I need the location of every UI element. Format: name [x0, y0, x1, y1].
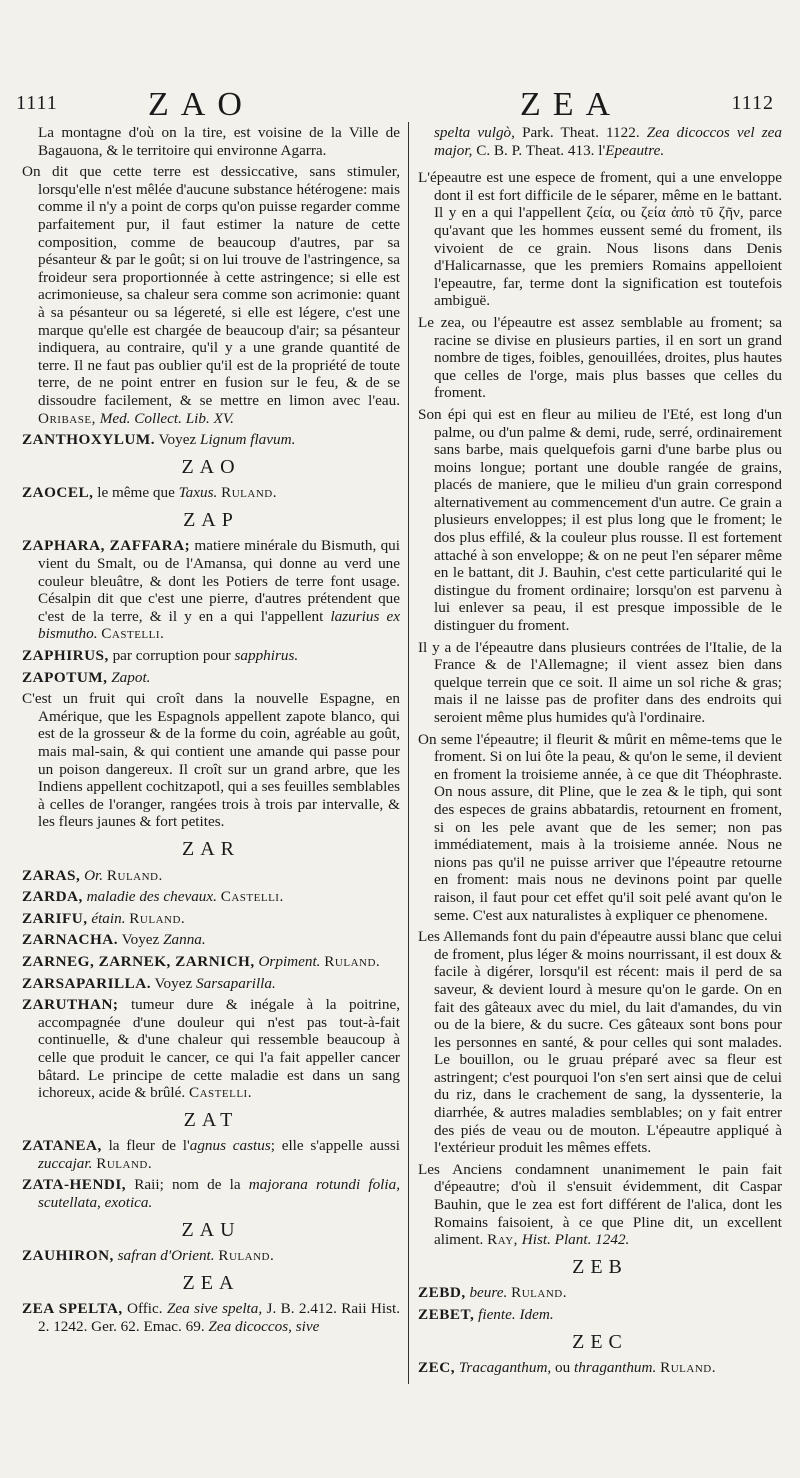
section-heading-zar: ZAR — [182, 837, 240, 860]
section-heading-zao: ZAO — [181, 455, 241, 478]
page-header — [0, 86, 800, 126]
entry-zebet: ZEBET, fiente. Idem. — [418, 1306, 554, 1323]
running-head-left: ZAO — [148, 86, 254, 123]
entry-zanthoxylum: ZANTHOXYLUM. Voyez Lignum flavum. — [22, 431, 296, 449]
paragraph: Il y a de l'épeautre dans plusieurs contrées de l'Italie, de la France & de l'Allemagne; il vient assez bien dans quelque terrein que ce soit. Il aime un sol riche & gras; mais il ne laisse pas de profiter dans des endroits qui seroient même plus humides qu'à l'ordinaire. — [418, 638, 782, 726]
paragraph: On dit que cette terre est dessiccative, sans stimuler, lorsqu'elle n'est mêlée d'aucune substance hétérogene: mais comme il n'y a point de corps qu'on puisse regarder comme parfaitement pur, il faut estimer la nature de cette composition, comme de beaucoup d'autres, par sa pésanteur & par le goût; si on lui trouve de l'astringence, sa froideur sera proportionnée à cette astringence; si elle est acrimonieuse, sa chaleur sera comme son acrimonie: quant à sa pésanteur ou sa légereté, si elle est légere, c'est une marque qu'elle est chargée de beaucoup d'air; sa pésanteur indiquera, au contraire, qu'il y a une grande quantité de terre. Il ne faut pas oublier qu'il est de la propriété de toute terre, de ne point entrer en fusion sur le feu, & de se dissoudre facilement, & se mettre en limon avec l'eau. Oribase, Med. Collect. Lib. XV. — [22, 163, 400, 427]
column-divider — [408, 122, 409, 1384]
page-number-left: 1111 — [16, 92, 58, 114]
section-heading-zau: ZAU — [181, 1218, 241, 1241]
section-heading-zat: ZAT — [183, 1108, 239, 1131]
section-heading-zec: ZEC — [572, 1330, 628, 1353]
section-heading-zap: ZAP — [183, 508, 239, 531]
right-column — [418, 124, 782, 1381]
page-number-right: 1112 — [731, 92, 774, 114]
entry-zarneg: ZARNEG, ZARNEK, ZARNICH, Orpiment. Ruland. — [22, 952, 381, 970]
entry-zebd: ZEBD, beure. Ruland. — [418, 1284, 567, 1302]
entry-zaruthan: ZARUTHAN; tumeur dure & inégale à la poitrine, accompagnée d'une douleur qui n'est pas tout-à-fait continuelle, & d'une chaleur qui ressemble beaucoup à celle que produit le cancer, ce qui l'a fait appeller cancer bâtard. Le principe de cette maladie est dans un sang ichoreux, acide & brûlé. Castelli. — [22, 996, 401, 1102]
paragraph: Son épi qui est en fleur au milieu de l'Eté, est long d'un palme, ou d'un palme & demi, rude, serré, ordinairement sans barbe, mais quelquefois garni d'une barbe plus ou moins longue; portant une double rangée de grains, placés de maniere, que le milieu d'un grain correspond alternativement au commencement d'un autre. Ce grain a plusieurs enveloppes; il est plus long que le froment; le dos plus effilé, & la couleur plus rousse. Il est fortement attaché à son enveloppe; & on ne peut l'en séparer même en le battant, dit J. Bauhin, c'est cette particularité qui le distingue du froment ordinaire; lorsqu'on est parvenu à lui enlever sa peau, il est presque impossible de le distinguer du froment. — [418, 405, 782, 635]
section-heading-zeb: ZEB — [572, 1255, 628, 1278]
entry-zaocel: ZAOCEL, le même que Taxus. Ruland. — [22, 484, 278, 502]
entry-zaphirus: ZAPHIRUS, par corruption pour sapphirus. — [22, 647, 299, 665]
paragraph: Les Anciens condamnent unanimement le pain fait d'épeautre; d'où il s'ensuit évidemment, dit Caspar Bauhin, que le zea est fort différent de l'alica, dont les Romains faisoient, à ce que Pline dit, un excellent aliment. Ray, Hist. Plant. 1242. — [418, 1160, 782, 1249]
paragraph: L'épeautre est une espece de froment, qui a une enveloppe dont il est fort difficile de le séparer, même en le battant. Il y en a qui l'appellent ζεία, ou ζεία ἀπὸ τῦ ζῆν, parce qu'avant que les hommes eussent semé du froment, ils vivoient de ce grain. Nous lisons dans Denis d'Halicarnasse, que les premiers Romains appelloient l'epeautre, far, terme dont la signification est toutefois ambiguë. — [418, 169, 782, 310]
entry-zaras: ZARAS, Or. Ruland. — [22, 866, 163, 884]
left-column — [22, 124, 400, 1340]
entry-zarsaparilla: ZARSAPARILLA. Voyez Sarsaparilla. — [22, 974, 276, 992]
running-head-right: ZEA — [520, 86, 623, 123]
paragraph: On seme l'épeautre; il fleurit & mûrit en même-tems que le froment. Si on lui ôte la peau, & qu'on le seme, il devient en froment la troisieme année, à ce que dit Théophraste. On nous assure, dit Pline, que le zea & le tiph, qui sont des especes de grains abbatardis, retournent en froment, si on les pele avant que de les semer; non pas immédiatement, mais à la troisieme année. Nous ne nions pas qu'il ne puisse arriver que l'épeautre retourne en froment: mais nous ne devinons point par quelle raison, il faut pour cet effet qu'il soit pelé avant qu'on le seme. C'est aux naturalistes à expliquer ce phenomene. — [418, 730, 782, 924]
entry-zarnacha: ZARNACHA. Voyez Zanna. — [22, 931, 206, 949]
entry-zaphara: ZAPHARA, ZAFFARA; matiere minérale du Bismuth, qui vient du Smalt, ou de l'Amansa, qui donne au verd une couleur bleuâtre, & dont les Potiers de terre font usage. Césalpin dit que c'est une pierre, d'autres prétendent que c'est de la terre, & il y en a qui l'appellent lazurius ex bismutho. Castelli. — [22, 537, 400, 643]
entry-zarifu: ZARIFU, étain. Ruland. — [22, 909, 186, 927]
entry-zea-spelta: ZEA SPELTA, Offic. Zea sive spelta, J. B. 2.412. Raii Hist. 2. 1242. Ger. 62. Emac. 69. Zea dicoccos, sive — [22, 1300, 401, 1336]
entry-zec: ZEC, Tracaganthum, ou thraganthum. Ruland. — [418, 1359, 717, 1377]
entry-zatanea: ZATANEA, la fleur de l'agnus castus; elle s'appelle aussi zuccajar. Ruland. — [22, 1137, 401, 1172]
entry-continuation: spelta vulgò, Park. Theat. 1122. Zea dicoccos vel zea major, C. B. P. Theat. 413. l'Epeautre. — [434, 124, 782, 159]
paragraph: Les Allemands font du pain d'épeautre aussi blanc que celui de froment, plus léger & moins nourrissant, il est doux & facile à digérer, lorsqu'il est récent: mais il perd de sa saveur, & devient lourd à mesure qu'on le garde. On en fait des gâteaux avec du miel, du lait d'amandes, du vin ou de la biere, & du sucre. Ces gâteaux sont bons pour les personnes en santé, & pour celles qui sont malades. Le bouillon, ou le gruau préparé avec sa fleur est astringent; c'est pourquoi l'on s'en sert ainsi que de celui du riz, dans le crachement de sang, la dyssenterie, la diarrhée, & autres maladies semblables; on y fait entrer des piés de veau ou de mouton. L'épeautre appliqué à l'extérieur produit les mêmes effets. — [418, 928, 782, 1157]
paragraph: C'est un fruit qui croît dans la nouvelle Espagne, en Amérique, que les Espagnols appellent zapote blanco, qui est de la grosseur & de la forme du coin, agréable au goût, mais mal-sain, & qui contient une amande qui passe pour un poison dangereux. Il croît sur un grand arbre, que les Indiens appellent cochitzapotl, qui a ses feuilles semblables à celles de l'oranger, rangées trois à trois par intervalle, & les fleurs jaunes & fort petites. — [22, 690, 400, 831]
entry-zapotum: ZAPOTUM, Zapot. — [22, 668, 151, 686]
entry-zata-hendi: ZATA-HENDI, Raii; nom de la majorana rotundi folia, scutellata, exotica. — [22, 1176, 400, 1212]
entry-zauhiron: ZAUHIRON, safran d'Orient. Ruland. — [22, 1247, 275, 1265]
paragraph: Le zea, ou l'épeautre est assez semblable au froment; sa racine se divise en plusieurs parties, il en sort un grand nombre de tiges, foibles, genouillées, droites, plus hautes que celles de l'orge, mais plus basses que celles du froment. — [418, 313, 782, 402]
entry-zarda: ZARDA, maladie des chevaux. Castelli. — [22, 888, 284, 906]
section-heading-zea: ZEA — [182, 1271, 240, 1294]
entry-continuation: La montagne d'où on la tire, est voisine de la Ville de Bagauona, & le territoire qui environne Agarra. — [38, 124, 400, 159]
